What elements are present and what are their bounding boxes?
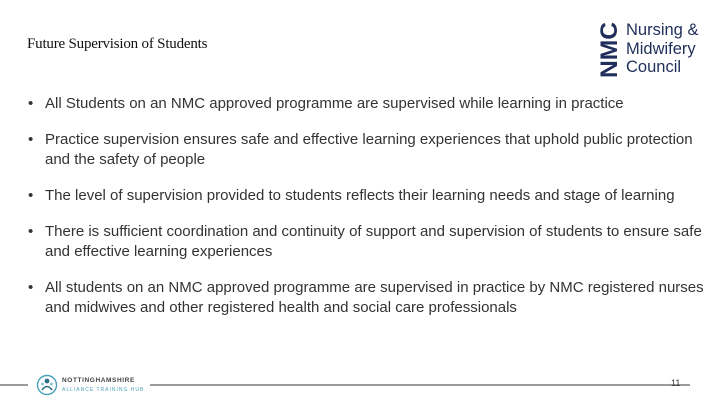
bullet-item [28,186,718,206]
bullet-marker: • [28,279,34,296]
nmc-logo [597,20,712,80]
logo-line-3: Council [626,58,682,76]
bullet-text: There is sufficient coordination and continuity of support and supervision of students to ensure safe and effective learning experiences [45,223,702,260]
footer-rule-left [0,384,28,386]
bullet-list [28,94,718,334]
bullet-item [28,222,718,262]
hub-name: NOTTINGHAMSHIRE [62,377,135,384]
bullet-marker: • [28,187,34,204]
bullet-marker: • [28,223,34,240]
hub-subtitle: ALLIANCE TRAINING HUB [62,387,145,393]
bullet-text: Practice supervision ensures safe and effective learning experiences that uphold public protection and the safety of people [45,131,693,168]
bullet-item [28,130,718,170]
training-hub-logo [36,373,148,399]
nmc-logo-mark-text: NMC [596,23,623,78]
hub-emblem-icon [36,374,58,396]
logo-line-2: Midwifery [626,39,696,58]
bullet-item [28,94,718,114]
footer-rule-right [150,384,690,386]
bullet-item [28,278,718,318]
nmc-logo-wordmark [626,21,698,77]
page-number: 11 [671,378,681,388]
slide-title: Future Supervision of Students [27,36,208,52]
bullet-marker: • [28,131,34,148]
bullet-text: All Students on an NMC approved programme are supervised while learning in practice [45,95,624,112]
bullet-text: All students on an NMC approved programme are supervised in practice by NMC registered nurses and midwives and other registered health and social care professionals [45,279,704,316]
bullet-marker: • [28,95,34,112]
logo-line-1: Nursing & [626,21,699,39]
bullet-text: The level of supervision provided to students reflects their learning needs and stage of learning [45,187,675,204]
nmc-logo-mark [597,22,621,78]
